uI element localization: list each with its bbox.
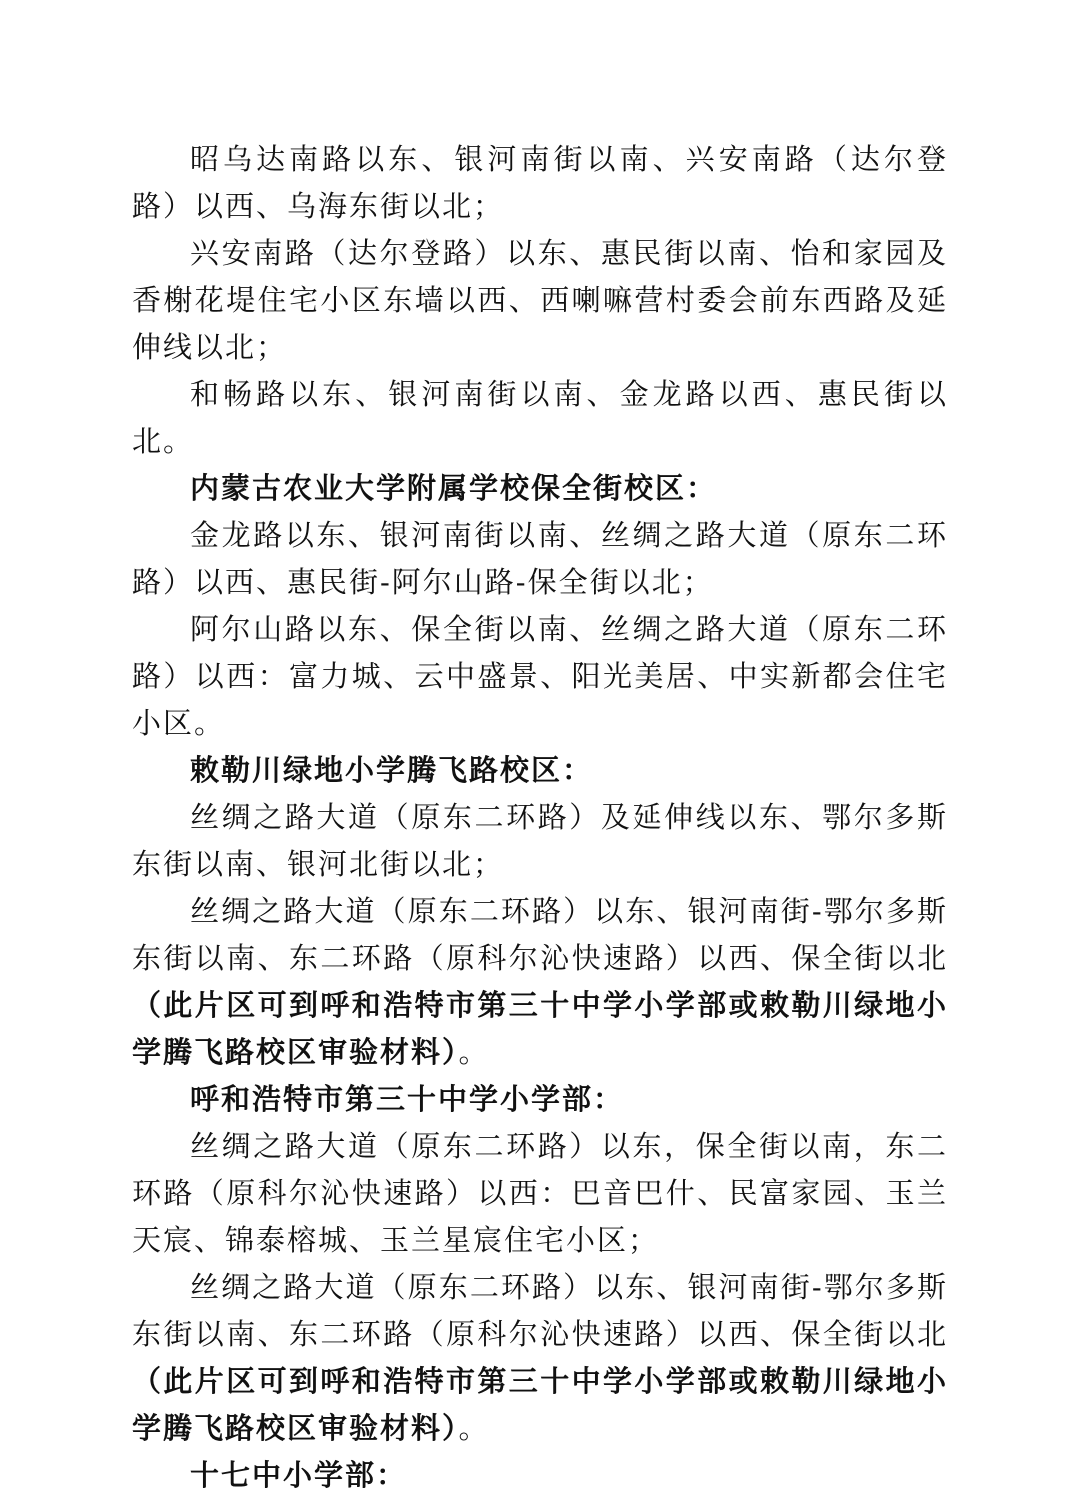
- section-heading: 内蒙古农业大学附属学校保全街校区：: [190, 471, 718, 505]
- paragraph: 丝绸之路大道（原东二环路）及延伸线以东、鄂尔多斯东街以南、银河北街以北；: [132, 800, 948, 881]
- paragraph-tail: 。: [458, 1411, 490, 1445]
- paragraph: 兴安南路（达尔登路）以东、惠民街以南、怡和家园及香榭花堤住宅小区东墙以西、西喇嘛营村委会前东西路及延伸线以北；: [132, 236, 948, 364]
- paragraph-text: 丝绸之路大道（原东二环路）以东、银河南街-鄂尔多斯东街以南、东二环路（原科尔沁快速路）以西、保全街以北: [132, 894, 948, 975]
- section-heading: 敕勒川绿地小学腾飞路校区：: [190, 753, 594, 787]
- paragraph: 和畅路以东、银河南街以南、金龙路以西、惠民街以北。: [132, 377, 948, 458]
- section-heading: 呼和浩特市第三十中学小学部：: [190, 1082, 625, 1116]
- document-page: [132, 136, 948, 1499]
- paragraph-with-note: [132, 1264, 948, 1452]
- section-heading: 十七中小学部：: [190, 1458, 408, 1492]
- paragraph-text: 丝绸之路大道（原东二环路）以东、银河南街-鄂尔多斯东街以南、东二环路（原科尔沁快速路）以西、保全街以北: [132, 1270, 948, 1351]
- paragraph-tail: 。: [458, 1035, 490, 1069]
- bold-note: （此片区可到呼和浩特市第三十中学小学部或敕勒川绿地小学腾飞路校区审验材料）: [132, 988, 948, 1069]
- paragraph: 丝绸之路大道（原东二环路）以东，保全街以南，东二环路（原科尔沁快速路）以西：巴音巴什、民富家园、玉兰天宸、锦泰榕城、玉兰星宸住宅小区；: [132, 1129, 948, 1257]
- bold-note: （此片区可到呼和浩特市第三十中学小学部或敕勒川绿地小学腾飞路校区审验材料）: [132, 1364, 948, 1445]
- paragraph: 阿尔山路以东、保全街以南、丝绸之路大道（原东二环路）以西：富力城、云中盛景、阳光美居、中实新都会住宅小区。: [132, 612, 948, 740]
- paragraph: 昭乌达南路以东、银河南街以南、兴安南路（达尔登路）以西、乌海东街以北；: [132, 142, 948, 223]
- paragraph-with-note: [132, 888, 948, 1076]
- paragraph: 金龙路以东、银河南街以南、丝绸之路大道（原东二环路）以西、惠民街-阿尔山路-保全街以北；: [132, 518, 948, 599]
